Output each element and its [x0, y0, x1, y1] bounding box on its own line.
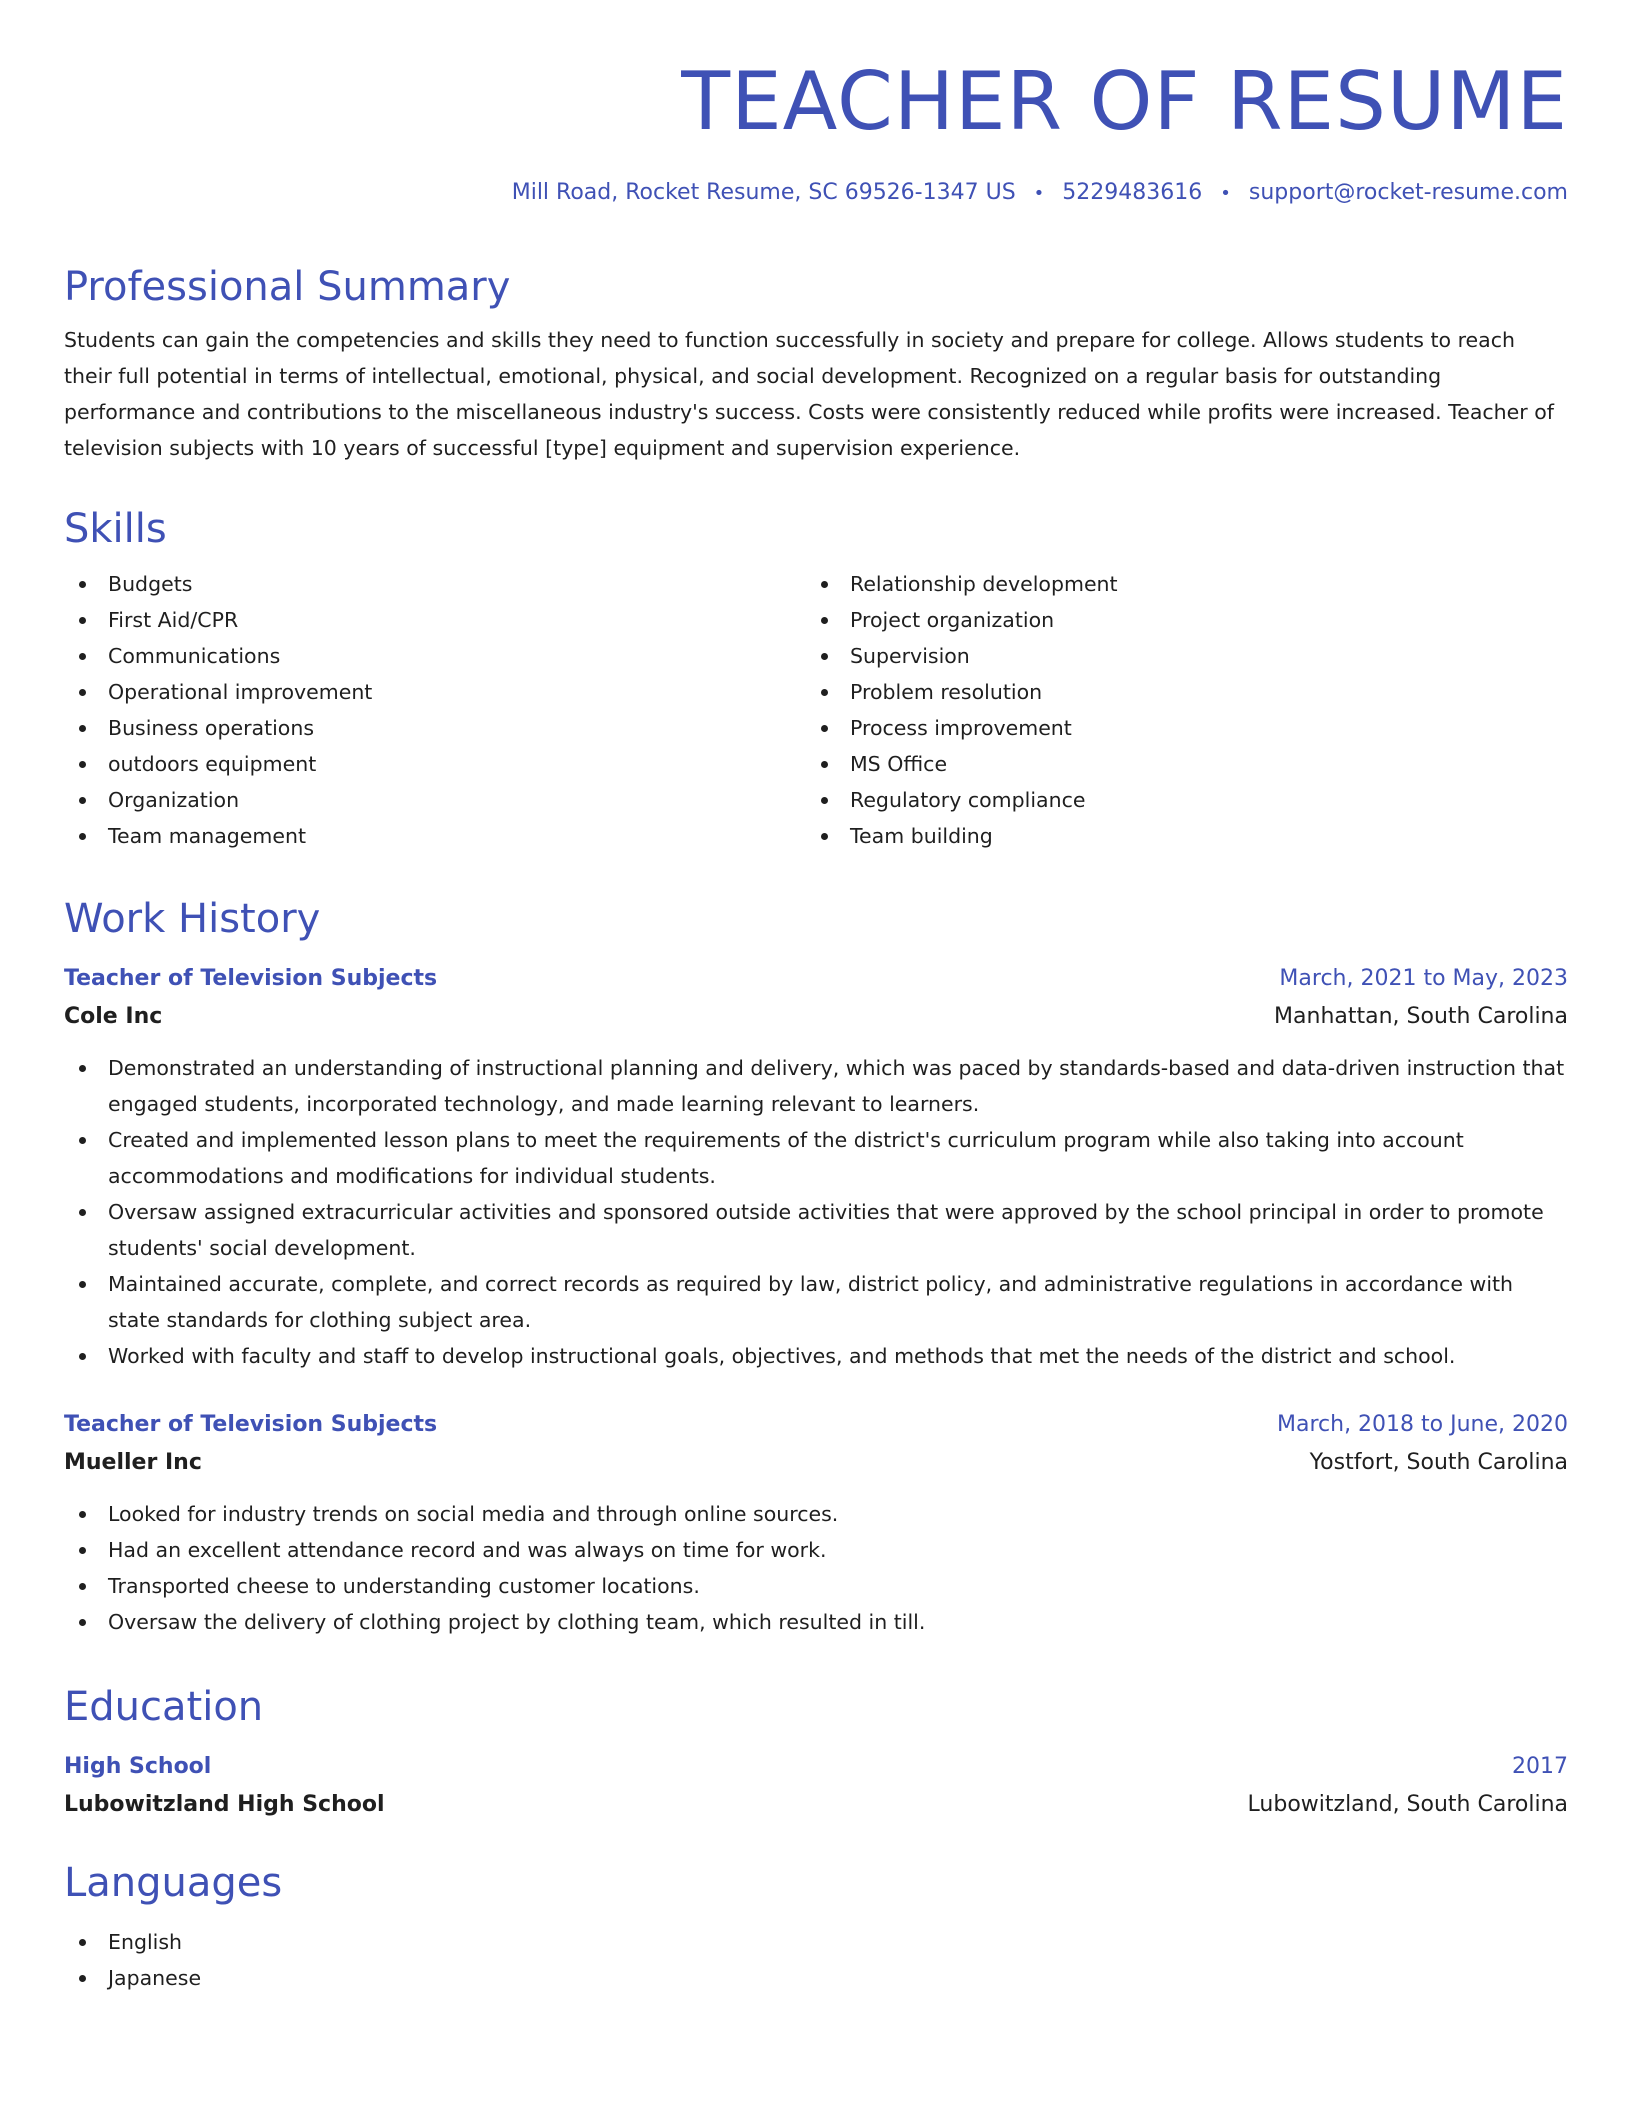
skill-item: Supervision [806, 638, 1548, 674]
job-title: Teacher of Television Subjects [64, 1412, 438, 1437]
skills-list-right [806, 566, 1548, 854]
job-duties-list [64, 1496, 1568, 1640]
skills-columns [64, 566, 1568, 854]
language-item: English [64, 1924, 1568, 1960]
address-text: Mill Road, Rocket Resume, SC 69526-1347 US [511, 180, 1016, 205]
skill-item: Problem resolution [806, 674, 1548, 710]
education-section [64, 1682, 1568, 1824]
skill-item: Organization [64, 782, 806, 818]
education-school-row [64, 1786, 1568, 1824]
skill-item: Team management [64, 818, 806, 854]
job-location: Yostfort, South Carolina [1309, 1450, 1568, 1475]
job-company-row [64, 1444, 1568, 1482]
job-duty-item: Worked with faculty and staff to develop instructional goals, objectives, and methods that met the needs of the district and school. [64, 1338, 1568, 1374]
phone-text[interactable]: 5229483616 [1062, 180, 1203, 205]
resume-name: TEACHER OF RESUME [681, 55, 1568, 148]
skill-item: Business operations [64, 710, 806, 746]
skill-item: Team building [806, 818, 1548, 854]
skill-item: MS Office [806, 746, 1548, 782]
job-duty-item: Demonstrated an understanding of instructional planning and delivery, which was paced by standards-based and data-driven instruction that engaged students, incorporated technology, and made learning relevant to learners. [64, 1050, 1568, 1122]
job-entry [64, 960, 1568, 1374]
professional-summary-section [64, 262, 1568, 466]
section-title: Work History [64, 896, 321, 942]
skill-item: First Aid/CPR [64, 602, 806, 638]
school-location: Lubowitzland, South Carolina [1247, 1792, 1568, 1817]
job-company: Mueller Inc [64, 1450, 202, 1475]
language-item: Japanese [64, 1960, 1568, 1996]
job-duty-item: Had an excellent attendance record and was always on time for work. [64, 1532, 1568, 1568]
job-duty-item: Looked for industry trends on social media and through online sources. [64, 1496, 1568, 1532]
languages-list [64, 1924, 1568, 1996]
job-header-row [64, 1406, 1568, 1444]
job-location: Manhattan, South Carolina [1274, 1004, 1568, 1029]
job-title: Teacher of Television Subjects [64, 966, 438, 991]
section-title: Professional Summary [64, 264, 511, 310]
skill-item: Process improvement [806, 710, 1548, 746]
skill-item: Operational improvement [64, 674, 806, 710]
email-link[interactable]: support@rocket-resume.com [1248, 180, 1568, 205]
job-entry [64, 1406, 1568, 1640]
graduation-year: 2017 [1512, 1754, 1568, 1779]
job-duty-item: Transported cheese to understanding customer locations. [64, 1568, 1568, 1604]
job-dates: March, 2018 to June, 2020 [1277, 1412, 1568, 1437]
job-duty-item: Oversaw assigned extracurricular activities and sponsored outside activities that were approved by the school principal in order to promote students' social development. [64, 1194, 1568, 1266]
degree-title: High School [64, 1754, 212, 1779]
job-company: Cole Inc [64, 1004, 163, 1029]
job-duties-list [64, 1050, 1568, 1374]
skills-list-left [64, 566, 806, 854]
job-company-row [64, 998, 1568, 1036]
work-history-section [64, 894, 1568, 1640]
skills-section [64, 504, 1568, 854]
skill-item: Communications [64, 638, 806, 674]
languages-section [64, 1858, 1568, 1996]
skill-item: Regulatory compliance [806, 782, 1548, 818]
skill-item: outdoors equipment [64, 746, 806, 782]
education-entry [64, 1748, 1568, 1824]
job-duty-item: Maintained accurate, complete, and correct records as required by law, district policy, and administrative regulations in accordance with state standards for clothing subject area. [64, 1266, 1568, 1338]
school-name: Lubowitzland High School [64, 1792, 385, 1817]
job-duty-item: Oversaw the delivery of clothing project by clothing team, which resulted in till. [64, 1604, 1568, 1640]
section-title: Languages [64, 1860, 283, 1906]
job-dates: March, 2021 to May, 2023 [1279, 966, 1568, 991]
section-title: Skills [64, 506, 167, 552]
summary-text: Students can gain the competencies and skills they need to function successfully in society and prepare for college. Allows students to reach their full potential in terms of intellectual, emotional, physical, and social development. Recognized on a regular basis for outstanding performance and contributions to the miscellaneous industry's success. Costs were consistently reduced while profits were increased. Teacher of television subjects with 10 years of successful [type] equipment and supervision experience. [64, 328, 1554, 460]
resume-page [64, 0, 1568, 1990]
skill-item: Relationship development [806, 566, 1548, 602]
skill-item: Project organization [806, 602, 1548, 638]
section-title: Education [64, 1684, 264, 1730]
job-header-row [64, 960, 1568, 998]
contact-line [64, 178, 1568, 209]
job-duty-item: Created and implemented lesson plans to meet the requirements of the district's curriculum program while also taking into account accommodations and modifications for individual students. [64, 1122, 1568, 1194]
contact-separator: • [1220, 183, 1231, 204]
contact-separator: • [1033, 183, 1045, 204]
skill-item: Budgets [64, 566, 806, 602]
education-header-row [64, 1748, 1568, 1786]
